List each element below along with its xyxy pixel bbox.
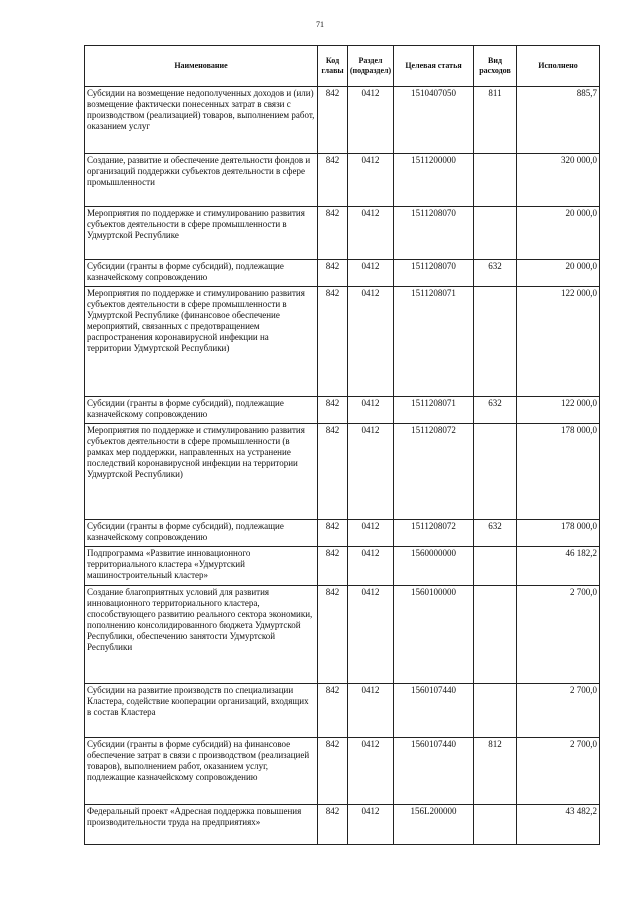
cell-executed: 43 482,2 (517, 805, 600, 845)
cell-code: 842 (318, 520, 348, 547)
cell-name: Мероприятия по поддержке и стимулированию развития субъектов деятельности в сфере промышленности в Удмуртской Республике (финансовое обеспечение мероприятий, связанных с предотвращением распространения коронавирусной инфекции на территории Удмуртской Республики) (85, 287, 318, 397)
cell-code: 842 (318, 424, 348, 520)
cell-type (474, 424, 517, 520)
cell-section: 0412 (348, 520, 394, 547)
cell-section: 0412 (348, 547, 394, 586)
cell-article: 1560107440 (394, 738, 474, 805)
cell-section: 0412 (348, 207, 394, 260)
table-row (85, 397, 600, 424)
table-row (85, 260, 600, 287)
header-name: Наименование (85, 46, 318, 87)
cell-type (474, 805, 517, 845)
cell-type (474, 684, 517, 738)
table-row (85, 805, 600, 845)
table-header-row (85, 46, 600, 87)
cell-code: 842 (318, 87, 348, 154)
header-code: Код главы (318, 46, 348, 87)
table-row (85, 684, 600, 738)
cell-section: 0412 (348, 260, 394, 287)
header-executed: Исполнено (517, 46, 600, 87)
cell-name: Подпрограмма «Развитие инновационного территориального кластера «Удмуртский машиностроительный кластер» (85, 547, 318, 586)
cell-article: 1510407050 (394, 87, 474, 154)
cell-name: Создание, развитие и обеспечение деятельности фондов и организаций поддержки субъектов деятельности в сфере промышленности (85, 154, 318, 207)
header-type: Вид расходов (474, 46, 517, 87)
cell-executed: 2 700,0 (517, 738, 600, 805)
cell-type: 812 (474, 738, 517, 805)
cell-section: 0412 (348, 684, 394, 738)
cell-article: 1560100000 (394, 586, 474, 684)
cell-type: 811 (474, 87, 517, 154)
cell-code: 842 (318, 547, 348, 586)
cell-code: 842 (318, 287, 348, 397)
page-number: 71 (316, 20, 324, 29)
table-row (85, 207, 600, 260)
cell-code: 842 (318, 805, 348, 845)
cell-executed: 320 000,0 (517, 154, 600, 207)
cell-type: 632 (474, 397, 517, 424)
cell-name: Субсидии на развитие производств по специализации Кластера, содействие кооперации организаций, входящих в состав Кластера (85, 684, 318, 738)
cell-code: 842 (318, 207, 348, 260)
table-row (85, 547, 600, 586)
table-row (85, 154, 600, 207)
cell-name: Субсидии (гранты в форме субсидий) на финансовое обеспечение затрат в связи с производством (реализацией товаров), выполнением работ, оказанием услуг, подлежащие казначейскому сопровождению (85, 738, 318, 805)
cell-executed: 122 000,0 (517, 287, 600, 397)
cell-section: 0412 (348, 87, 394, 154)
table-row (85, 520, 600, 547)
cell-article: 1511208070 (394, 207, 474, 260)
cell-code: 842 (318, 684, 348, 738)
cell-article: 1511208071 (394, 287, 474, 397)
header-section: Раздел (подраздел) (348, 46, 394, 87)
cell-section: 0412 (348, 287, 394, 397)
cell-executed: 885,7 (517, 87, 600, 154)
cell-code: 842 (318, 738, 348, 805)
cell-name: Субсидии (гранты в форме субсидий), подлежащие казначейскому сопровождению (85, 397, 318, 424)
table-row (85, 586, 600, 684)
cell-name: Мероприятия по поддержке и стимулированию развития субъектов деятельности в сфере промышленности (в рамках мер поддержки, направленных на устранение последствий коронавирусной инфекции на территории Удмуртской Республики) (85, 424, 318, 520)
table-row (85, 738, 600, 805)
cell-type (474, 207, 517, 260)
cell-section: 0412 (348, 397, 394, 424)
cell-name: Субсидии (гранты в форме субсидий), подлежащие казначейскому сопровождению (85, 260, 318, 287)
cell-executed: 46 182,2 (517, 547, 600, 586)
cell-name: Субсидии (гранты в форме субсидий), подлежащие казначейскому сопровождению (85, 520, 318, 547)
table-row (85, 87, 600, 154)
cell-name: Мероприятия по поддержке и стимулированию развития субъектов деятельности в сфере промышленности в Удмуртской Республике (85, 207, 318, 260)
cell-section: 0412 (348, 738, 394, 805)
cell-name: Создание благоприятных условий для развития инновационного территориального кластера, способствующего развитию реального сектора экономики, пополнению консолидированного бюджета Удмуртской Республики, обеспечению занятости Удмуртской Республики (85, 586, 318, 684)
cell-code: 842 (318, 586, 348, 684)
cell-executed: 20 000,0 (517, 207, 600, 260)
cell-type (474, 547, 517, 586)
cell-type (474, 586, 517, 684)
cell-article: 1511208072 (394, 520, 474, 547)
cell-executed: 178 000,0 (517, 424, 600, 520)
cell-code: 842 (318, 260, 348, 287)
cell-article: 1511200000 (394, 154, 474, 207)
cell-type (474, 287, 517, 397)
cell-executed: 20 000,0 (517, 260, 600, 287)
cell-article: 1511208072 (394, 424, 474, 520)
cell-article: 1511208070 (394, 260, 474, 287)
cell-executed: 2 700,0 (517, 684, 600, 738)
table-row (85, 287, 600, 397)
cell-section: 0412 (348, 424, 394, 520)
cell-article: 1511208071 (394, 397, 474, 424)
cell-section: 0412 (348, 805, 394, 845)
cell-section: 0412 (348, 586, 394, 684)
cell-type: 632 (474, 260, 517, 287)
table-row (85, 424, 600, 520)
budget-execution-table (84, 45, 600, 845)
cell-name: Субсидии на возмещение недополученных доходов и (или) возмещение фактически понесенных затрат в связи с производством (реализацией) товаров, выполнением работ, оказанием услуг (85, 87, 318, 154)
header-article: Целевая статья (394, 46, 474, 87)
cell-article: 1560000000 (394, 547, 474, 586)
cell-section: 0412 (348, 154, 394, 207)
cell-code: 842 (318, 154, 348, 207)
cell-executed: 122 000,0 (517, 397, 600, 424)
cell-type: 632 (474, 520, 517, 547)
cell-executed: 2 700,0 (517, 586, 600, 684)
cell-article: 1560107440 (394, 684, 474, 738)
cell-type (474, 154, 517, 207)
cell-code: 842 (318, 397, 348, 424)
cell-article: 156L200000 (394, 805, 474, 845)
cell-name: Федеральный проект «Адресная поддержка повышения производительности труда на предприятиях» (85, 805, 318, 845)
cell-executed: 178 000,0 (517, 520, 600, 547)
